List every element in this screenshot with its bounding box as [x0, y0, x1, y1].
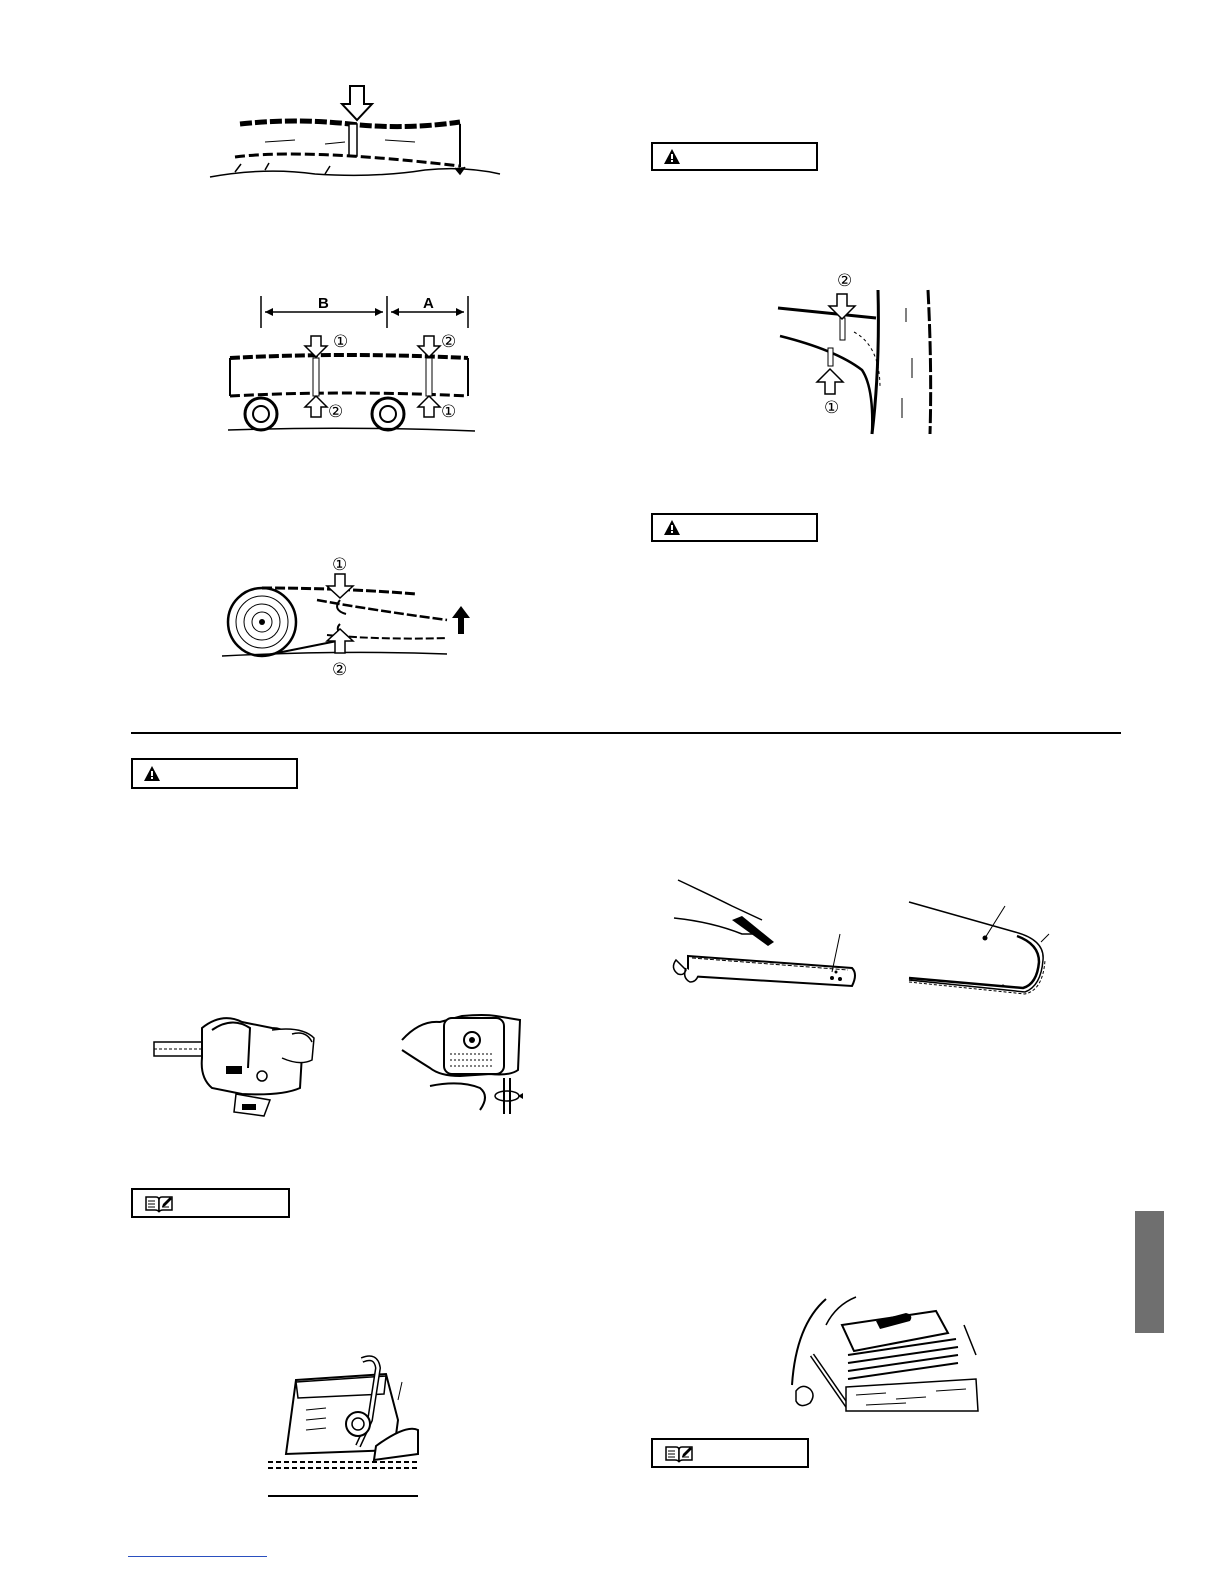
footer-link-underline[interactable] — [128, 1556, 267, 1557]
figure-callout-1: ① — [824, 398, 840, 418]
note-badge — [131, 1188, 290, 1218]
figure-filter-cleaning — [400, 1010, 525, 1115]
warning-triangle-icon — [143, 765, 161, 782]
note-badge — [651, 1438, 809, 1468]
figure-log-lifted-arrow-1 — [327, 573, 355, 599]
section-side-tab — [1135, 1211, 1164, 1333]
figure-log-lifted-arrow-2 — [327, 628, 355, 654]
warning-triangle-icon — [663, 148, 681, 165]
warning-triangle-icon — [663, 519, 681, 536]
warning-badge — [131, 758, 298, 789]
note-book-icon — [665, 1445, 693, 1463]
figure-guide-bar — [905, 900, 1055, 1000]
figure-limb-cut — [776, 288, 936, 438]
figure-callout-1: ① — [332, 555, 348, 575]
figure-label-b: B — [318, 295, 329, 312]
figure-cylinder-fins — [786, 1295, 982, 1413]
figure-callout-1: ① — [441, 402, 457, 422]
figure-callout-2: ② — [441, 332, 457, 352]
figure-bar-groove-cleaning — [672, 876, 862, 996]
figure-callout-1: ① — [333, 332, 349, 352]
figure-log-on-ground — [205, 82, 505, 192]
figure-oil-inlet — [266, 1350, 421, 1510]
section-divider — [131, 732, 1121, 734]
figure-callout-2: ② — [328, 402, 344, 422]
figure-chainsaw-filter-cover — [152, 1008, 322, 1123]
figure-label-a: A — [423, 295, 434, 312]
warning-badge — [651, 513, 818, 542]
note-book-icon — [145, 1195, 173, 1213]
figure-callout-2: ② — [332, 660, 348, 680]
figure-callout-2: ② — [837, 271, 853, 291]
warning-badge — [651, 142, 818, 171]
